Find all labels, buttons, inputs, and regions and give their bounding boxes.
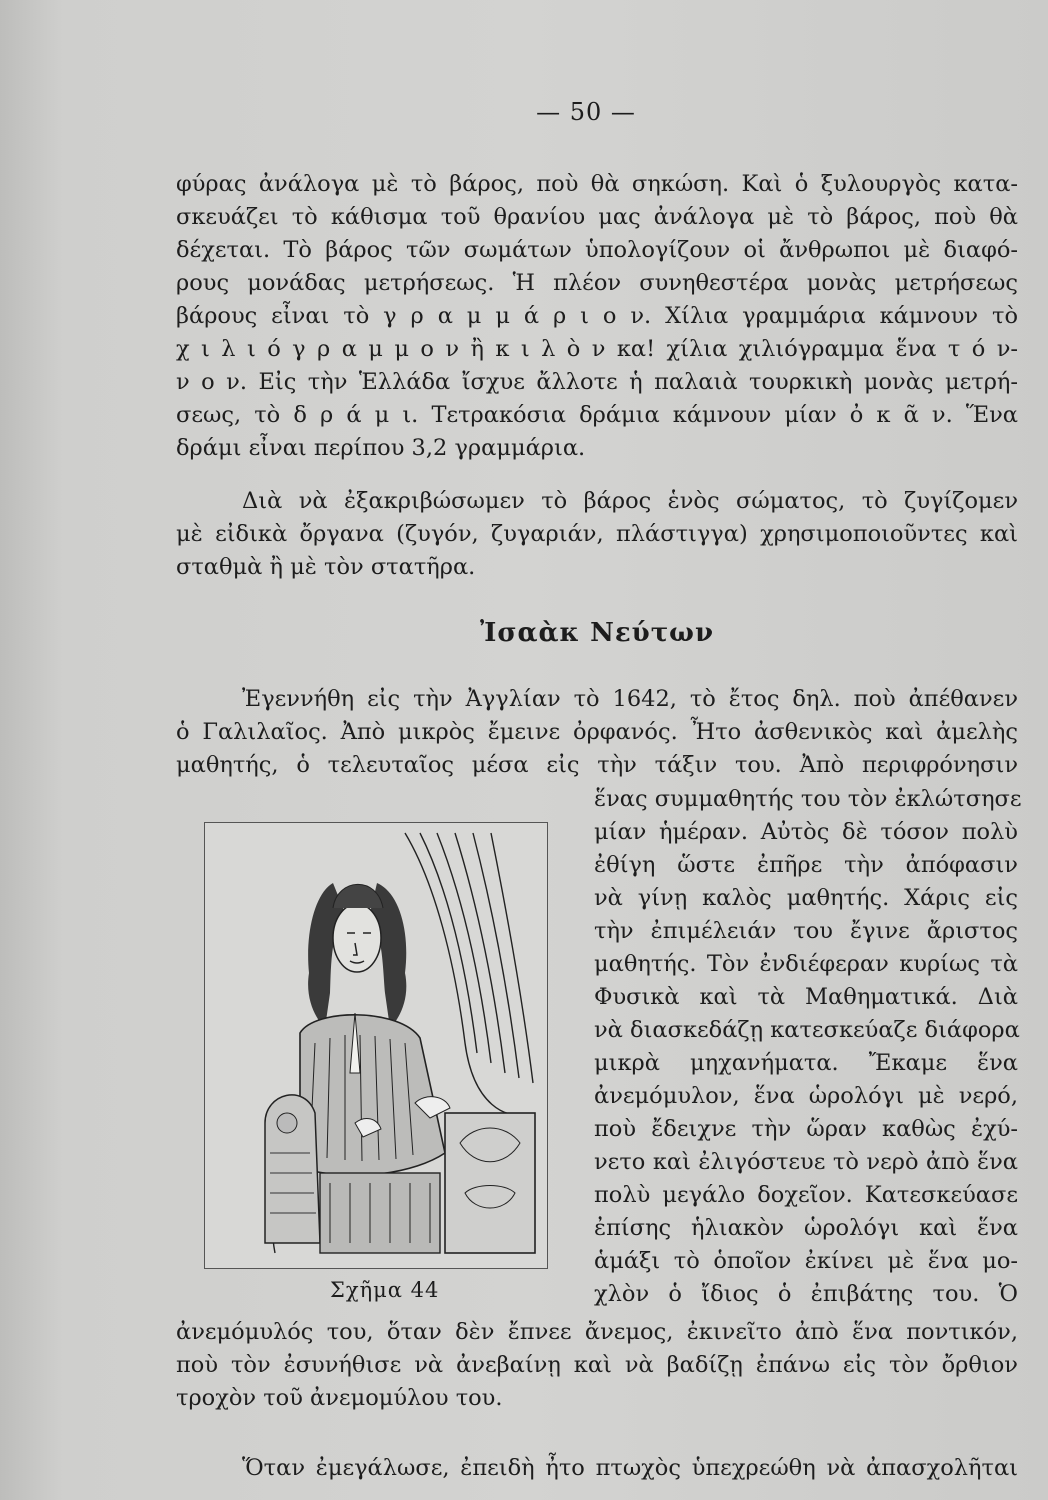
text-line: σταθμὰ ἢ μὲ τὸν στατῆρα.: [176, 554, 476, 580]
newton-portrait-figure: [204, 822, 548, 1269]
text-line: ἐθίγη ὥστε ἐπῆρε τὴν ἀπόφασιν: [594, 852, 1018, 878]
text-line: μὲ εἰδικὰ ὄργανα (ζυγόν, ζυγαριάν, πλάστιγγα) χρησιμοποιοῦντες καὶ: [176, 521, 1018, 547]
paragraph-weight-units: [176, 168, 1018, 465]
text-line: ποὺ ἔδειχνε τὴν ὥραν καθὼς ἐχύ-: [594, 1116, 1018, 1142]
text-line: μίαν ἡμέραν. Αὐτὸς δὲ τόσον πολὺ: [594, 819, 1018, 845]
paragraph-newton-column: [594, 783, 1022, 1311]
text-line: τὴν ἐπιμέλειάν του ἔγινε ἄριστος: [594, 918, 1018, 944]
text-line: Φυσικὰ καὶ τὰ Μαθηματικά. Διὰ: [594, 984, 1018, 1010]
newton-portrait-illustration: [205, 823, 547, 1268]
text-line: ἕνας συμμαθητής του τὸν ἐκλώτσησε: [594, 786, 1022, 812]
text-line: ἐπίσης ἡλιακὸν ὡρολόγι καὶ ἕνα: [594, 1215, 1018, 1241]
text-line: σκευάζει τὸ κάθισμα τοῦ θρανίου μας ἀνάλογα μὲ τὸ βάρος, ποὺ θὰ: [176, 204, 1018, 230]
text-line: τροχὸν τοῦ ἀνεμομύλου του.: [176, 1385, 503, 1411]
text-line: Διὰ νὰ ἐξακριβώσωμεν τὸ βάρος ἑνὸς σώματος, τὸ ζυγίζομεν: [242, 488, 1018, 514]
text-line: ρους μονάδας μετρήσεως. Ἡ πλέον συνηθεστέρα μονὰς μετρήσεως: [176, 270, 1018, 296]
text-line: ἀνεμόμυλον, ἕνα ὡρολόγι μὲ νερό,: [594, 1083, 1018, 1109]
paragraph-newton-windmill: [176, 1316, 1018, 1415]
text-line: μικρὰ μηχανήματα. Ἔκαμε ἕνα: [594, 1050, 1018, 1076]
text-line: πολὺ μεγάλο δοχεῖον. Κατεσκεύασε: [594, 1182, 1018, 1208]
paragraph-newton-intro: [176, 683, 1018, 782]
text-line: νὰ γίνῃ καλὸς μαθητής. Χάρις εἰς: [594, 885, 1018, 911]
text-line: Ὅταν ἐμεγάλωσε, ἐπειδὴ ἦτο πτωχὸς ὑπεχρεώθη νὰ ἀπασχολῆται: [242, 1455, 1018, 1481]
text-line: νετο καὶ ἐλιγόστευε τὸ νερὸ ἀπὸ ἕνα: [594, 1149, 1018, 1175]
text-line: ποὺ τὸν ἐσυνήθισε νὰ ἀνεβαίνῃ καὶ νὰ βαδίζῃ ἐπάνω εἰς τὸν ὄρθιον: [176, 1352, 1018, 1378]
page-number: — 50 —: [536, 98, 636, 126]
paragraph-weighing: [176, 485, 1018, 584]
text-line: μαθητής, ὁ τελευταῖος μέσα εἰς τὴν τάξιν του. Ἀπὸ περιφρόνησιν: [176, 752, 1018, 778]
text-line: ἀνεμόμυλός του, ὅταν δὲν ἔπνεε ἄνεμος, ἐκινεῖτο ἀπὸ ἕνα ποντικόν,: [176, 1319, 1018, 1345]
text-line: ὁ Γαλιλαῖος. Ἀπὸ μικρὸς ἔμεινε ὀρφανός. Ἦτο ἀσθενικὸς καὶ ἀμελὴς: [176, 719, 1018, 745]
text-line: βάρους εἶναι τὸ γ ρ α μ μ ά ρ ι ο ν. Χίλια γραμμάρια κάμνουν τὸ: [176, 303, 1018, 329]
paragraph-newton-later: [176, 1452, 1018, 1485]
section-heading: Ἰσαὰκ Νεύτων: [480, 618, 714, 648]
text-line: δράμι εἶναι περίπου 3,2 γραμμάρια.: [176, 435, 586, 461]
text-line: ἁμάξι τὸ ὁποῖον ἐκίνει μὲ ἕνα μο-: [594, 1248, 1018, 1274]
text-line: σεως, τὸ δ ρ ά μ ι. Τετρακόσια δράμια κάμνουν μίαν ὀ κ ᾶ ν. Ἕνα: [176, 402, 1018, 428]
text-line: δέχεται. Τὸ βάρος τῶν σωμάτων ὑπολογίζουν οἱ ἄνθρωποι μὲ διαφό-: [176, 237, 1018, 263]
text-line: νὰ διασκεδάζῃ κατεσκεύαζε διάφορα: [594, 1017, 1020, 1043]
text-line: μαθητής. Τὸν ἐνδιέφεραν κυρίως τὰ: [594, 951, 1018, 977]
text-line: ν ο ν. Εἰς τὴν Ἑλλάδα ἴσχυε ἄλλοτε ἡ παλαιὰ τουρκικὴ μονὰς μετρή-: [176, 369, 1018, 395]
text-line: φύρας ἀνάλογα μὲ τὸ βάρος, ποὺ θὰ σηκώση. Καὶ ὁ ξυλουργὸς κατα-: [176, 171, 1018, 197]
figure-caption: Σχῆμα 44: [330, 1278, 440, 1302]
text-line: χλὸν ὁ ἴδιος ὁ ἐπιβάτης του. Ὁ: [594, 1281, 1018, 1307]
text-line: χ ι λ ι ό γ ρ α μ μ ο ν ἢ κ ι λ ὸ ν κα! χίλια χιλιόγραμμα ἕνα τ ό ν-: [176, 336, 1018, 362]
text-line: Ἐγεννήθη εἰς τὴν Ἀγγλίαν τὸ 1642, τὸ ἔτος δηλ. ποὺ ἀπέθανεν: [242, 686, 1018, 712]
